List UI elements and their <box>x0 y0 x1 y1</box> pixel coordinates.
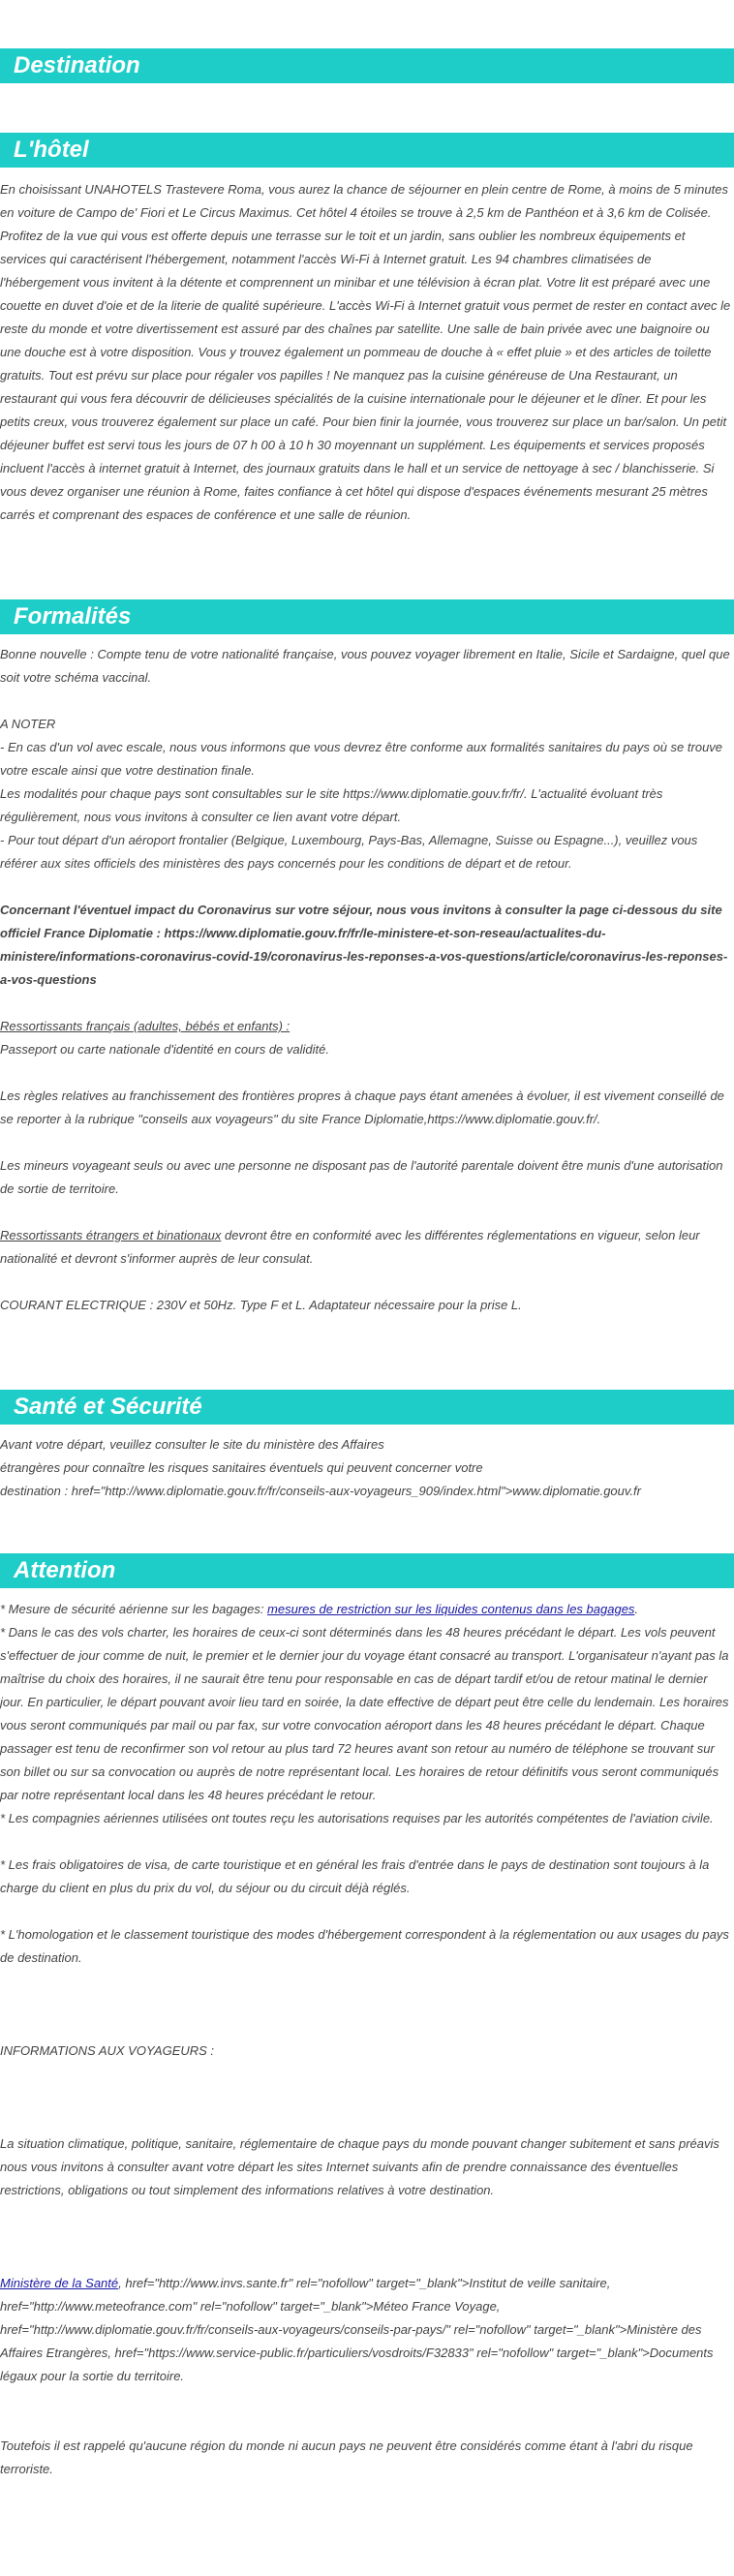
sante-line: Avant votre départ, veuillez consulter le site du ministère des Affaires <box>0 1437 384 1452</box>
bagages-suffix: . <box>634 1602 639 1616</box>
infos-voyageurs-title: INFORMATIONS AUX VOYAGEURS : <box>0 2043 215 2058</box>
bagages-notice <box>0 1598 734 1621</box>
formalites-content <box>0 643 734 1317</box>
sante-line: destination : href="http://www.diplomatie.gouv.fr/fr/conseils-aux-voyageurs_909/index.html">www.diplomatie.gouv.fr <box>0 1484 641 1498</box>
homologation-notice: * L'homologation et le classement touristique des modes d'hébergement correspondent à la réglementation ou aux usages du pays de destination. <box>0 1927 729 1965</box>
ressortissants-fr-text: Passeport ou carte nationale d'identité en cours de validité. <box>0 1042 329 1057</box>
charter-notice: * Dans le cas des vols charter, les horaires de ceux-ci sont déterminés dans les 48 heures précédant le départ. Les vols peuvent s'effectuer de jour comme de nuit, le premier et le dernier jour du voyage étant consacré au transport. L'organisateur n'ayant pas la maîtrise du choix des horaires, il ne saurait être tenu pour responsable en cas de départ tardif et/ou de retour matinal le dernier jour. En particulier, le départ pouvant avoir lieu tard en soirée, la date effective de départ peut être celle du lendemain. Les horaires vous seront communiqués par mail ou par fax, sur votre convocation aéroport dans les 48 heures précédant le départ. Chaque passager est tenu de reconfirmer son vol retour au plus tard 72 heures avant son retour au numéro de téléphone se trouvant sur son billet ou sur sa convocation ou auprès de notre représentant local. Les horaires de retour définitifs vous seront communiqués par notre représentant local dans les 48 heures précédant le retour. <box>0 1625 729 1802</box>
sante-line: étrangères pour connaître les risques sanitaires éventuels qui peuvent concerner votre <box>0 1460 483 1475</box>
links-paragraph <box>0 2272 734 2388</box>
noter-item: - Pour tout départ d'un aéroport frontalier (Belgique, Luxembourg, Pays-Bas, Allemagne, Suisse ou Espagne...), veuillez vous référer aux sites officiels des ministères des pays concernés pour les conditions de départ et de retour. <box>0 833 698 871</box>
covid-notice: Concernant l'éventuel impact du Coronavirus sur votre séjour, nous vous invitons à consulter la page ci-dessous du site officiel France Diplomatie : https://www.diplomatie.gouv.fr/fr/le-ministere-et-son-reseau/actualites-du-ministere/informations-coronavirus-covid-19/coronavirus-les-reponses-a-vos-questions/article/coronavirus-les-reponses-a-vos-questions <box>0 903 728 987</box>
bagages-prefix: * Mesure de sécurité aérienne sur les bagages: <box>0 1602 268 1616</box>
noter-title: A NOTER <box>0 717 56 731</box>
section-header-hotel: L'hôtel <box>0 133 734 168</box>
bagages-restriction-link[interactable]: mesures de restriction sur les liquides contenus dans les bagages <box>267 1602 635 1616</box>
section-header-formalites: Formalités <box>0 599 734 634</box>
hotel-description <box>0 178 734 527</box>
ministere-sante-link[interactable]: Ministère de la Santé <box>0 2276 119 2290</box>
situation-notice-2: nous vous invitons à consulter avant votre départ les sites Internet suivants afin de prendre connaissance des éventuelles restrictions, obligations ou tout simplement des informations relatives à votre destination. <box>0 2160 679 2197</box>
links-text: , href="http://www.invs.sante.fr" rel="nofollow" target="_blank">Institut de veille sanitaire, href="http://www.meteofrance.com" rel="nofollow" target="_blank">Méteo France Voyage, href="http://www.diplomatie.gouv.fr/fr/conseils-aux-voyageurs/conseils-par-pays/" rel="nofollow" target="_blank">Ministère des Affaires Etrangères, href="https://www.service-public.fr/particuliers/vosdroits/F32833" rel="nofollow" target="_blank">Documents légaux pour la sortie du territoire. <box>0 2276 714 2383</box>
compagnies-notice: * Les compagnies aériennes utilisées ont toutes reçu les autorisations requises par les autorités compétentes de l'aviation civile. <box>0 1811 714 1825</box>
formalites-intro: Bonne nouvelle : Compte tenu de votre nationalité française, vous pouvez voyager librement en Italie, Sicile et Sardaigne, quel que soit votre schéma vaccinal. <box>0 647 730 685</box>
mineurs-notice: Les mineurs voyageant seuls ou avec une personne ne disposant pas de l'autorité parentale doivent être munis d'une autorisation de sortie de territoire. <box>0 1158 723 1196</box>
terrorisme-notice: Toutefois il est rappelé qu'aucune région du monde ni aucun pays ne peuvent être considérés comme étant à l'abri du risque terroriste. <box>0 2438 693 2476</box>
etrangers-text: devront être en conformité avec les différentes réglementations en vigueur, selon leur nationalité et devront s'informer auprès de leur consulat. <box>0 1228 700 1266</box>
sante-content <box>0 1433 734 1503</box>
noter-item: - En cas d'un vol avec escale, nous vous informons que vous devrez être conforme aux formalités sanitaires du pays où se trouve votre escale ainsi que votre destination finale. <box>0 740 723 778</box>
frais-notice: * Les frais obligatoires de visa, de carte touristique et en général les frais d'entrée dans le pays de destination sont toujours à la charge du client en plus du prix du vol, du séjour ou du circuit déjà réglés. <box>0 1857 710 1895</box>
situation-notice: La situation climatique, politique, sanitaire, réglementaire de chaque pays du monde pouvant changer subitement et sans préavis <box>0 2136 719 2151</box>
noter-item: Les modalités pour chaque pays sont consultables sur le site https://www.diplomatie.gouv.fr/fr/. L'actualité évoluant très régulièrement, nous vous invitons à consulter ce lien avant votre départ. <box>0 786 663 824</box>
section-header-sante: Santé et Sécurité <box>0 1390 734 1425</box>
etrangers-notice <box>0 1224 734 1271</box>
ressortissants-fr-label: Ressortissants français (adultes, bébés et enfants) : <box>0 1019 291 1033</box>
courant-electrique: COURANT ELECTRIQUE : 230V et 50Hz. Type F et L. Adaptateur nécessaire pour la prise L. <box>0 1298 522 1312</box>
section-header-destination: Destination <box>0 48 734 83</box>
regles-frontieres: Les règles relatives au franchissement des frontières propres à chaque pays étant amenées à évoluer, il est vivement conseillé de se reporter à la rubrique "conseils aux voyageurs" du site France Diplomatie,https://www.diplomatie.gouv.fr/. <box>0 1089 724 1126</box>
hotel-text: En choisissant UNAHOTELS Trastevere Roma, vous aurez la chance de séjourner en plein centre de Rome, à moins de 5 minutes en voiture de Campo de' Fiori et Le Circus Maximus. Cet hôtel 4 étoiles se trouve à 2,5 km de Panthéon et à 3,6 km de Colisée. Profitez de la vue qui vous est offerte depuis une terrasse sur le toit et un jardin, sans oublier les nombreux équipements et services qui caractérisent l'hébergement, notamment l'accès Wi-Fi à Internet gratuit. Les 94 chambres climatisées de l'hébergement vous invitent à la détente et comprennent un minibar et une télévision à écran plat. Votre lit est préparé avec une couette en duvet d'oie et de la literie de qualité supérieure. L'accès Wi-Fi à Internet gratuit vous permet de rester en contact avec le reste du monde et votre divertissement est assuré par des chaînes par satellite. Une salle de bain privée avec une baignoire ou une douche est à votre disposition. Vous y trouvez également un pommeau de douche à « effet pluie » et des articles de toilette gratuits. Tout est prévu sur place pour régaler vos papilles ! Ne manquez pas la cuisine généreuse de Una Restaurant, un restaurant qui vous fera découvrir de délicieuses spécialités de la cuisine internationale pour le déjeuner et le dîner. Et pour les petits creux, vous trouverez également sur place un café. Pour bien finir la journée, vous trouverez sur place un bar/salon. Un petit déjeuner buffet est servi tous les jours de 07 h 00 à 10 h 30 moyennant un supplément. Les équipements et services proposés incluent l'accès à internet gratuit à Internet, des journaux gratuits dans le hall et un service de nettoyage à sec / blanchisserie. Si vous devez organiser une réunion à Rome, faites confiance à cet hôtel qui dispose d'espaces événements mesurant 25 mètres carrés et comprenant des espaces de conférence et une salle de réunion. <box>0 182 731 522</box>
attention-content <box>0 1598 734 2481</box>
etrangers-label: Ressortissants étrangers et binationaux <box>0 1228 222 1242</box>
section-header-attention: Attention <box>0 1553 734 1588</box>
